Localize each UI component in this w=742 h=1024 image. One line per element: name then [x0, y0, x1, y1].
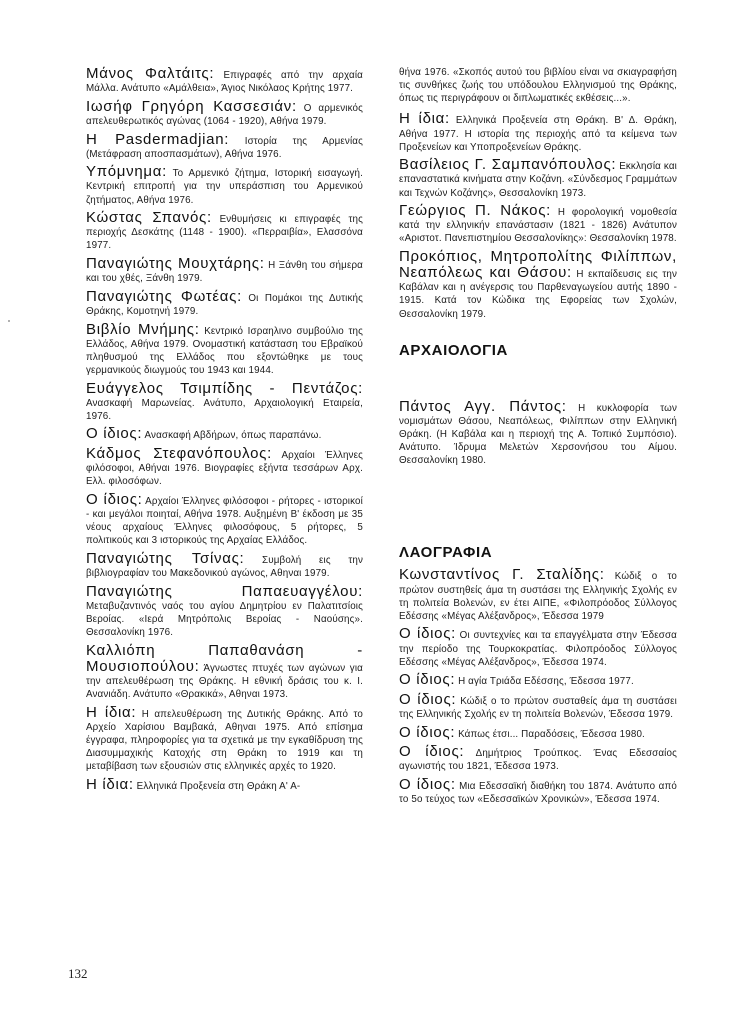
bib-entry [399, 203, 677, 245]
entry-author: Η ίδια: [399, 110, 450, 128]
entry-text: Ανασκαφή Αβδήρων, όπως παραπάνω. [144, 430, 322, 442]
bib-entry [86, 289, 363, 318]
entry-author: Η ίδια: [86, 703, 137, 721]
entry-author: Ο ίδιος: [399, 625, 456, 643]
bib-entry [399, 692, 677, 721]
bib-entry [399, 157, 677, 199]
bib-entry [86, 492, 363, 548]
entry-text: Συμβολή εις την βιβλιογραφίαν του Μακεδονικού αγώνος, Αθηναι 1979. [86, 554, 364, 579]
bib-entry [399, 744, 677, 773]
bib-entry [399, 249, 677, 321]
bib-entry [399, 567, 677, 623]
entry-author: Πάντος Αγγ. Πάντος: [399, 397, 567, 415]
bib-entry [86, 777, 363, 793]
bib-entry [86, 164, 363, 206]
bib-entry [86, 381, 363, 423]
entry-text: Μεταβυζαντινός ναός του αγίου Δημητρίου εν Παλατιτσίοις Βεροίας. «Ιερά Μητρόπολις Βεροίας - Ναούσης». Θεσσαλονίκη 1976. [86, 600, 363, 638]
entry-continuation: θήνα 1976. «Σκοπός αυτού του βιβλίου είναι να σκιαγραφήση τις συνθήκες ζωής του υπόδουλου Ελληνισμού της Θράκης, όπως τις περιγράφουν οι διπλωματικές εκθέσεις...». [399, 67, 677, 105]
entry-text: Κώδιξ ο το πρώτον συστηθείς άμα τη συστάσει της Ελληνικής Σχολής εν τη πολιτεία Βολενών, εν έτει ΑΙΠΕ, «Φιλοπρόοδος Σύλλογος Εδέσσης «Μέγας Αλέξανδρος», Έδεσσα 1979 [399, 571, 677, 622]
entry-author: Ο ίδιος: [399, 743, 465, 761]
entry-text: Ανασκαφή Μαρωνείας. Ανάτυπο, Αρχαιολογική Εταιρεία, 1976. [86, 397, 363, 422]
left-column [86, 66, 363, 796]
entry-author: Η ίδια: [86, 775, 134, 793]
entry-author: Ο ίδιος: [399, 776, 456, 794]
bib-entry [86, 426, 363, 442]
entry-text: Ενθυμήσεις κι επιγραφές της περιοχής Δεσκάτης (1148 - 1900). «Περραιβία», Ελασσόνα 1977. [86, 214, 364, 252]
bib-entry [86, 132, 363, 161]
bib-entry [86, 584, 363, 640]
entry-text: Κεντρικό Ισραηλινο συμβούλιο της Ελλάδος, Αθήνα 1979. Ονομαστική κατάσταση του Εβραϊκού πληθυσμού της Ελλάδος που εξοντώθηκε με τους γερμανικούς διωγμούς του 1943 και 1944. [86, 325, 363, 376]
entry-author: Ο ίδιος: [86, 425, 143, 443]
entry-text: Το Αρμενικό ζήτημα, Ιστορική εισαγωγή. Κεντρική επιτροπή για την υπεράσπιση του Αρμενικού ζητήματος, Αθήνα 1976. [86, 168, 363, 206]
scan-speck [8, 320, 10, 322]
entry-author: Βασίλειος Γ. Σαμπανόπουλος: [399, 156, 617, 174]
entry-text: Μια Εδεσσαϊκή διαθήκη του 1874. Ανάτυπο από το 5ο τεύχος των «Εδεσσαϊκών Χρονικών», Έδεσσα 1974. [399, 781, 677, 806]
entry-text: Ελληνικά Προξενεία στη Θράκη. Β' Δ. Θράκη, Αθήνα 1977. Η ιστορία της περιοχής από τα κείμενα των Προξενείων και Υποπροξενείων Θράκης. [399, 115, 677, 153]
entry-text: Η εκπαίδευσις εις την Καβάλαν και η ανέγερσις του Παρθεναγωγείου αυτής 1890 - 1915. Κατά τον Κώδικα της Εφορείας των Σχολών, Θεσσαλονίκη 1979. [399, 269, 677, 320]
entry-author: Η Pasdermadjian: [86, 130, 230, 148]
entry-author: Γεώργιος Π. Νάκος: [399, 202, 552, 220]
entry-text: Κώδιξ ο το πρώτον συσταθείς άμα τη συστάσει της Ελληνικής Σχολής εν τη πολιτεία Βολενών, Έδεσσα 1979. [399, 695, 677, 721]
bib-entry [399, 777, 677, 806]
entry-text: Εκκλησία και επαναστατικά κινήματα στην Κοζάνη. «Σύνδεσμος Γραμμάτων και Τεχνών Κοζάνης», Θεσσαλονίκη 1973. [399, 161, 677, 199]
entry-text: Δημήτριος Τρούπκος. Ένας Εδεσσαίος αγωνιστής του 1821, Έδεσσα 1973. [399, 748, 677, 773]
bib-entry [86, 322, 363, 378]
entry-text: Η φορολογική νομοθεσία κατά την ελληνικήν επανάστασιν (1821 - 1826) Ανάτυπον «Αριστοτ. Πανεπιστημίου Θεσσαλονίκης»: Θεσσαλονίκη 1978. [399, 207, 678, 245]
bib-entry [399, 111, 677, 153]
entry-text: Ο αρμενικός απελευθερωτικός αγώνας (1064 - 1920), Αθήνα 1979. [86, 102, 364, 127]
entry-author: Παναγιώτης Φωτέας: [86, 287, 242, 305]
entry-author: Μάνος Φαλτάιτς: [86, 65, 215, 82]
bib-entry [86, 705, 363, 774]
bib-entry [86, 210, 363, 252]
bib-entry [86, 99, 363, 128]
entry-text: Η απελευθέρωση της Δυτικής Θράκης. Από το Αρχείο Χαρίσιου Βαμβακά, Αθηναι 1975. Από επίσημα έγγραφα, πληροφορίες για τα σχετικά με την εγκαθίδρυση της Διασυμμαχικής Κατοχής στη Θράκη το 1919 και τη μεταβίβαση των εξουσιών στις ελληνικές αρχές το 1920. [86, 708, 363, 773]
entry-text: Οι συντεχνίες και τα επαγγέλματα στην Έδεσσα την περίοδο της Τουρκοκρατίας. Φιλοπρόοδος Σύλλογος Εδέσσης «Μέγας Αλέξανδρος», Έδεσσα 1974. [399, 630, 677, 668]
entry-text: Οι Πομάκοι της Δυτικής Θράκης, Κομοτηνή 1979. [86, 292, 364, 317]
entry-text: Αρχαίοι Έλληνες φιλόσοφοι, Αθήναι 1976. Βιογραφίες εξήντα τεσσάρων Αρχ. Ελλ. φιλοσόφων. [86, 450, 363, 488]
entry-text: Ιστορία της Αρμενίας (Μετάφραση αποσπασμάτων), Αθήνα 1976. [86, 135, 363, 160]
entry-author: Κάδμος Στεφανόπουλος: [86, 445, 272, 462]
entry-text: Επιγραφές από την αρχαία Μάλλα. Ανάτυπο «Αμάλθεια», Άγιος Νικόλαος Κρήτης 1977. [86, 70, 363, 95]
bib-entry [86, 551, 363, 580]
entry-author: Βιβλίο Μνήμης: [86, 320, 200, 338]
entry-author: Ευάγγελος Τσιμπίδης - Πεντάζος: [86, 379, 363, 397]
section-heading-folklore: ΛΑΟΓΡΑΦΙΑ [399, 544, 493, 562]
entry-text: Η αγία Τριάδα Εδέσσης, Έδεσσα 1977. [458, 676, 634, 688]
section-heading-archaeology: ΑΡΧΑΙΟΛΟΓΙΑ [399, 341, 508, 359]
entry-text: Κάπως έτσι... Παραδόσεις, Έδεσσα 1980. [458, 728, 645, 740]
bib-entry [399, 725, 677, 741]
entry-text: Η Ξάνθη του σήμερα και του χθές, Ξάνθη 1979. [86, 260, 363, 285]
entry-author: Κωνσταντίνος Γ. Σταλίδης: [399, 566, 605, 584]
entry-text: Αρχαίοι Έλληνες φιλόσοφοι - ρήτορες - ιστορικοί - και μεγάλοι ποιηταί, Αθήνα 1978. Αυξημένη Β' έκδοση με 35 νέους αρχαίους Έλληνες φιλοσόφους, 5 ρήτορες, 5 πολιτικούς και 3 ιστορικούς της Αρχαίας Ελλάδος. [86, 495, 363, 547]
entry-author: Παναγιώτης Μουχτάρης: [86, 255, 265, 272]
bib-entry [399, 399, 677, 468]
bib-entry [86, 643, 363, 702]
entry-text: Ελληνικά Προξενεία στη Θράκη Α' Α- [136, 780, 301, 792]
entry-author: Ο ίδιος: [399, 690, 457, 708]
entry-author: Παναγιώτης Παπαευαγγέλου: [86, 582, 363, 600]
entry-author: Ο ίδιος: [399, 671, 456, 689]
page-number: 132 [68, 966, 88, 981]
entry-author: Ο ίδιος: [86, 490, 143, 508]
bib-entry [86, 256, 363, 285]
entry-author: Καλλιόπη Παπαθανάση - Μουσιοπούλου: [86, 641, 363, 675]
entry-author: Κώστας Σπανός: [86, 209, 212, 227]
entry-text: Άγνωστες πτυχές των αγώνων για την απελευθέρωση της Θράκης. Η εθνική δράσις του κ. Ι. Ανανιάδη. Ανάτυπο «Θρακικά», Αθηναι 1973. [86, 662, 363, 700]
bib-entry [86, 66, 363, 95]
bib-entry [86, 446, 363, 488]
entry-author: Ιωσήφ Γρηγόρη Κασσεσιάν: [86, 97, 297, 115]
bib-entry [399, 672, 677, 688]
entry-author: Παναγιώτης Τσίνας: [86, 549, 245, 567]
entry-author: Προκόπιος, Μητροπολίτης Φιλίππων, Νεαπόλεως και Θάσου: [399, 248, 677, 282]
entry-text: Η κυκλοφορία των νομισμάτων Θάσου, Νεαπόλεως, Φιλίππων στην Ελληνική Θράκη. (Η Καβάλα και η περιοχή της Α. Τοπικό Συμπόσιο). Ανάτυπο. Ίδρυμα Μελετών Χερσονήσου του Αίμου. Θεσσαλονίκη 1980. [399, 402, 677, 467]
entry-author: Υπόμνημα: [86, 163, 167, 181]
right-column [399, 66, 677, 810]
entry-author: Ο ίδιος: [399, 723, 456, 741]
bib-entry [399, 626, 677, 668]
